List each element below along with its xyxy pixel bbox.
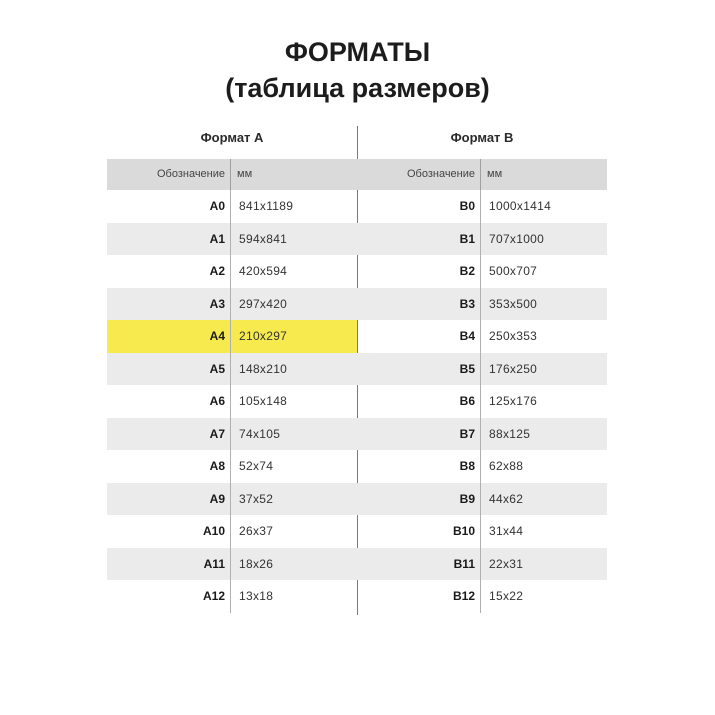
format-size-cell: 52x74 <box>239 459 274 474</box>
table-row <box>357 385 607 418</box>
table-row <box>357 320 607 353</box>
format-size-cell: 62x88 <box>489 459 524 474</box>
format-name-cell: B4 <box>357 320 481 353</box>
table-row <box>357 515 607 548</box>
format-name-cell: B6 <box>357 385 481 418</box>
format-name-cell: B8 <box>357 450 481 483</box>
format-name-cell: B0 <box>357 190 481 223</box>
format-b-section <box>357 127 607 604</box>
format-name-cell: B10 <box>357 515 481 548</box>
format-size-cell: 13x18 <box>239 589 274 604</box>
format-size-cell: 26x37 <box>239 524 274 539</box>
format-size-cell: 500x707 <box>489 264 538 279</box>
table-row <box>357 418 607 451</box>
format-name-cell: B1 <box>357 223 481 256</box>
format-size-cell: 176x250 <box>489 361 538 376</box>
format-name-cell: A6 <box>107 385 231 418</box>
table-row <box>357 190 607 223</box>
table-row <box>357 548 607 581</box>
format-name-cell: A4 <box>107 320 231 353</box>
format-name-cell: A7 <box>107 418 231 451</box>
table-row <box>357 353 607 386</box>
format-size-cell: 18x26 <box>239 556 274 571</box>
format-a-section <box>107 127 357 604</box>
table-row <box>107 190 357 223</box>
format-name-cell: B11 <box>357 548 481 581</box>
format-name-cell: A5 <box>107 353 231 386</box>
table-row <box>107 483 357 516</box>
format-size-cell: 420x594 <box>239 264 288 279</box>
table-row <box>357 580 607 613</box>
format-size-cell: 707x1000 <box>489 231 545 246</box>
page-subtitle: (таблица размеров) <box>225 73 490 103</box>
table-row <box>107 418 357 451</box>
format-size-cell: 148x210 <box>239 361 288 376</box>
format-name-cell: B2 <box>357 255 481 288</box>
format-a-mm-header: мм <box>237 168 253 180</box>
format-b-rows <box>357 190 607 613</box>
format-b-mm-header: мм <box>487 168 503 180</box>
format-size-cell: 22x31 <box>489 556 524 571</box>
format-name-cell: B9 <box>357 483 481 516</box>
table-row <box>107 450 357 483</box>
format-b-header-row <box>357 159 607 190</box>
table-row <box>107 385 357 418</box>
table-row <box>357 223 607 256</box>
format-name-cell: A2 <box>107 255 231 288</box>
format-size-cell: 594x841 <box>239 231 288 246</box>
format-size-cell: 88x125 <box>489 426 531 441</box>
format-size-cell: 44x62 <box>489 491 524 506</box>
page-title: ФОРМАТЫ <box>284 37 431 67</box>
format-name-cell: A1 <box>107 223 231 256</box>
format-name-cell: A0 <box>107 190 231 223</box>
table-row <box>107 548 357 581</box>
format-name-cell: A11 <box>107 548 231 581</box>
table-row <box>107 255 357 288</box>
format-name-cell: A3 <box>107 288 231 321</box>
format-name-cell: A12 <box>107 580 231 613</box>
format-name-cell: B12 <box>357 580 481 613</box>
format-name-cell: A8 <box>107 450 231 483</box>
format-name-cell: B5 <box>357 353 481 386</box>
format-name-cell: A10 <box>107 515 231 548</box>
format-size-cell: 210x297 <box>239 329 288 344</box>
format-a-designation-header: Обозначение <box>107 159 231 190</box>
format-size-cell: 1000x1414 <box>489 199 552 214</box>
table-row <box>107 320 357 353</box>
format-size-cell: 15x22 <box>489 589 524 604</box>
format-size-cell: 841x1189 <box>239 199 294 214</box>
format-name-cell: B3 <box>357 288 481 321</box>
table-row <box>357 288 607 321</box>
format-size-cell: 250x353 <box>489 329 538 344</box>
table-row <box>107 223 357 256</box>
format-a-header-row <box>107 159 357 190</box>
table-row <box>107 515 357 548</box>
table-row <box>357 450 607 483</box>
format-size-cell: 31x44 <box>489 524 524 539</box>
format-name-cell: A9 <box>107 483 231 516</box>
format-size-cell: 105x148 <box>239 394 288 409</box>
format-b-designation-header: Обозначение <box>357 159 481 190</box>
format-size-cell: 74x105 <box>239 426 281 441</box>
table-row <box>107 353 357 386</box>
format-a-title: Формат А <box>200 130 264 145</box>
format-b-title: Формат В <box>450 130 514 145</box>
format-size-cell: 353x500 <box>489 296 538 311</box>
table-row <box>357 255 607 288</box>
format-name-cell: B7 <box>357 418 481 451</box>
format-size-cell: 125x176 <box>489 394 538 409</box>
format-size-cell: 37x52 <box>239 491 274 506</box>
format-a-rows <box>107 190 357 613</box>
table-row <box>357 483 607 516</box>
table-row <box>107 288 357 321</box>
table-row <box>107 580 357 613</box>
format-size-cell: 297x420 <box>239 296 288 311</box>
